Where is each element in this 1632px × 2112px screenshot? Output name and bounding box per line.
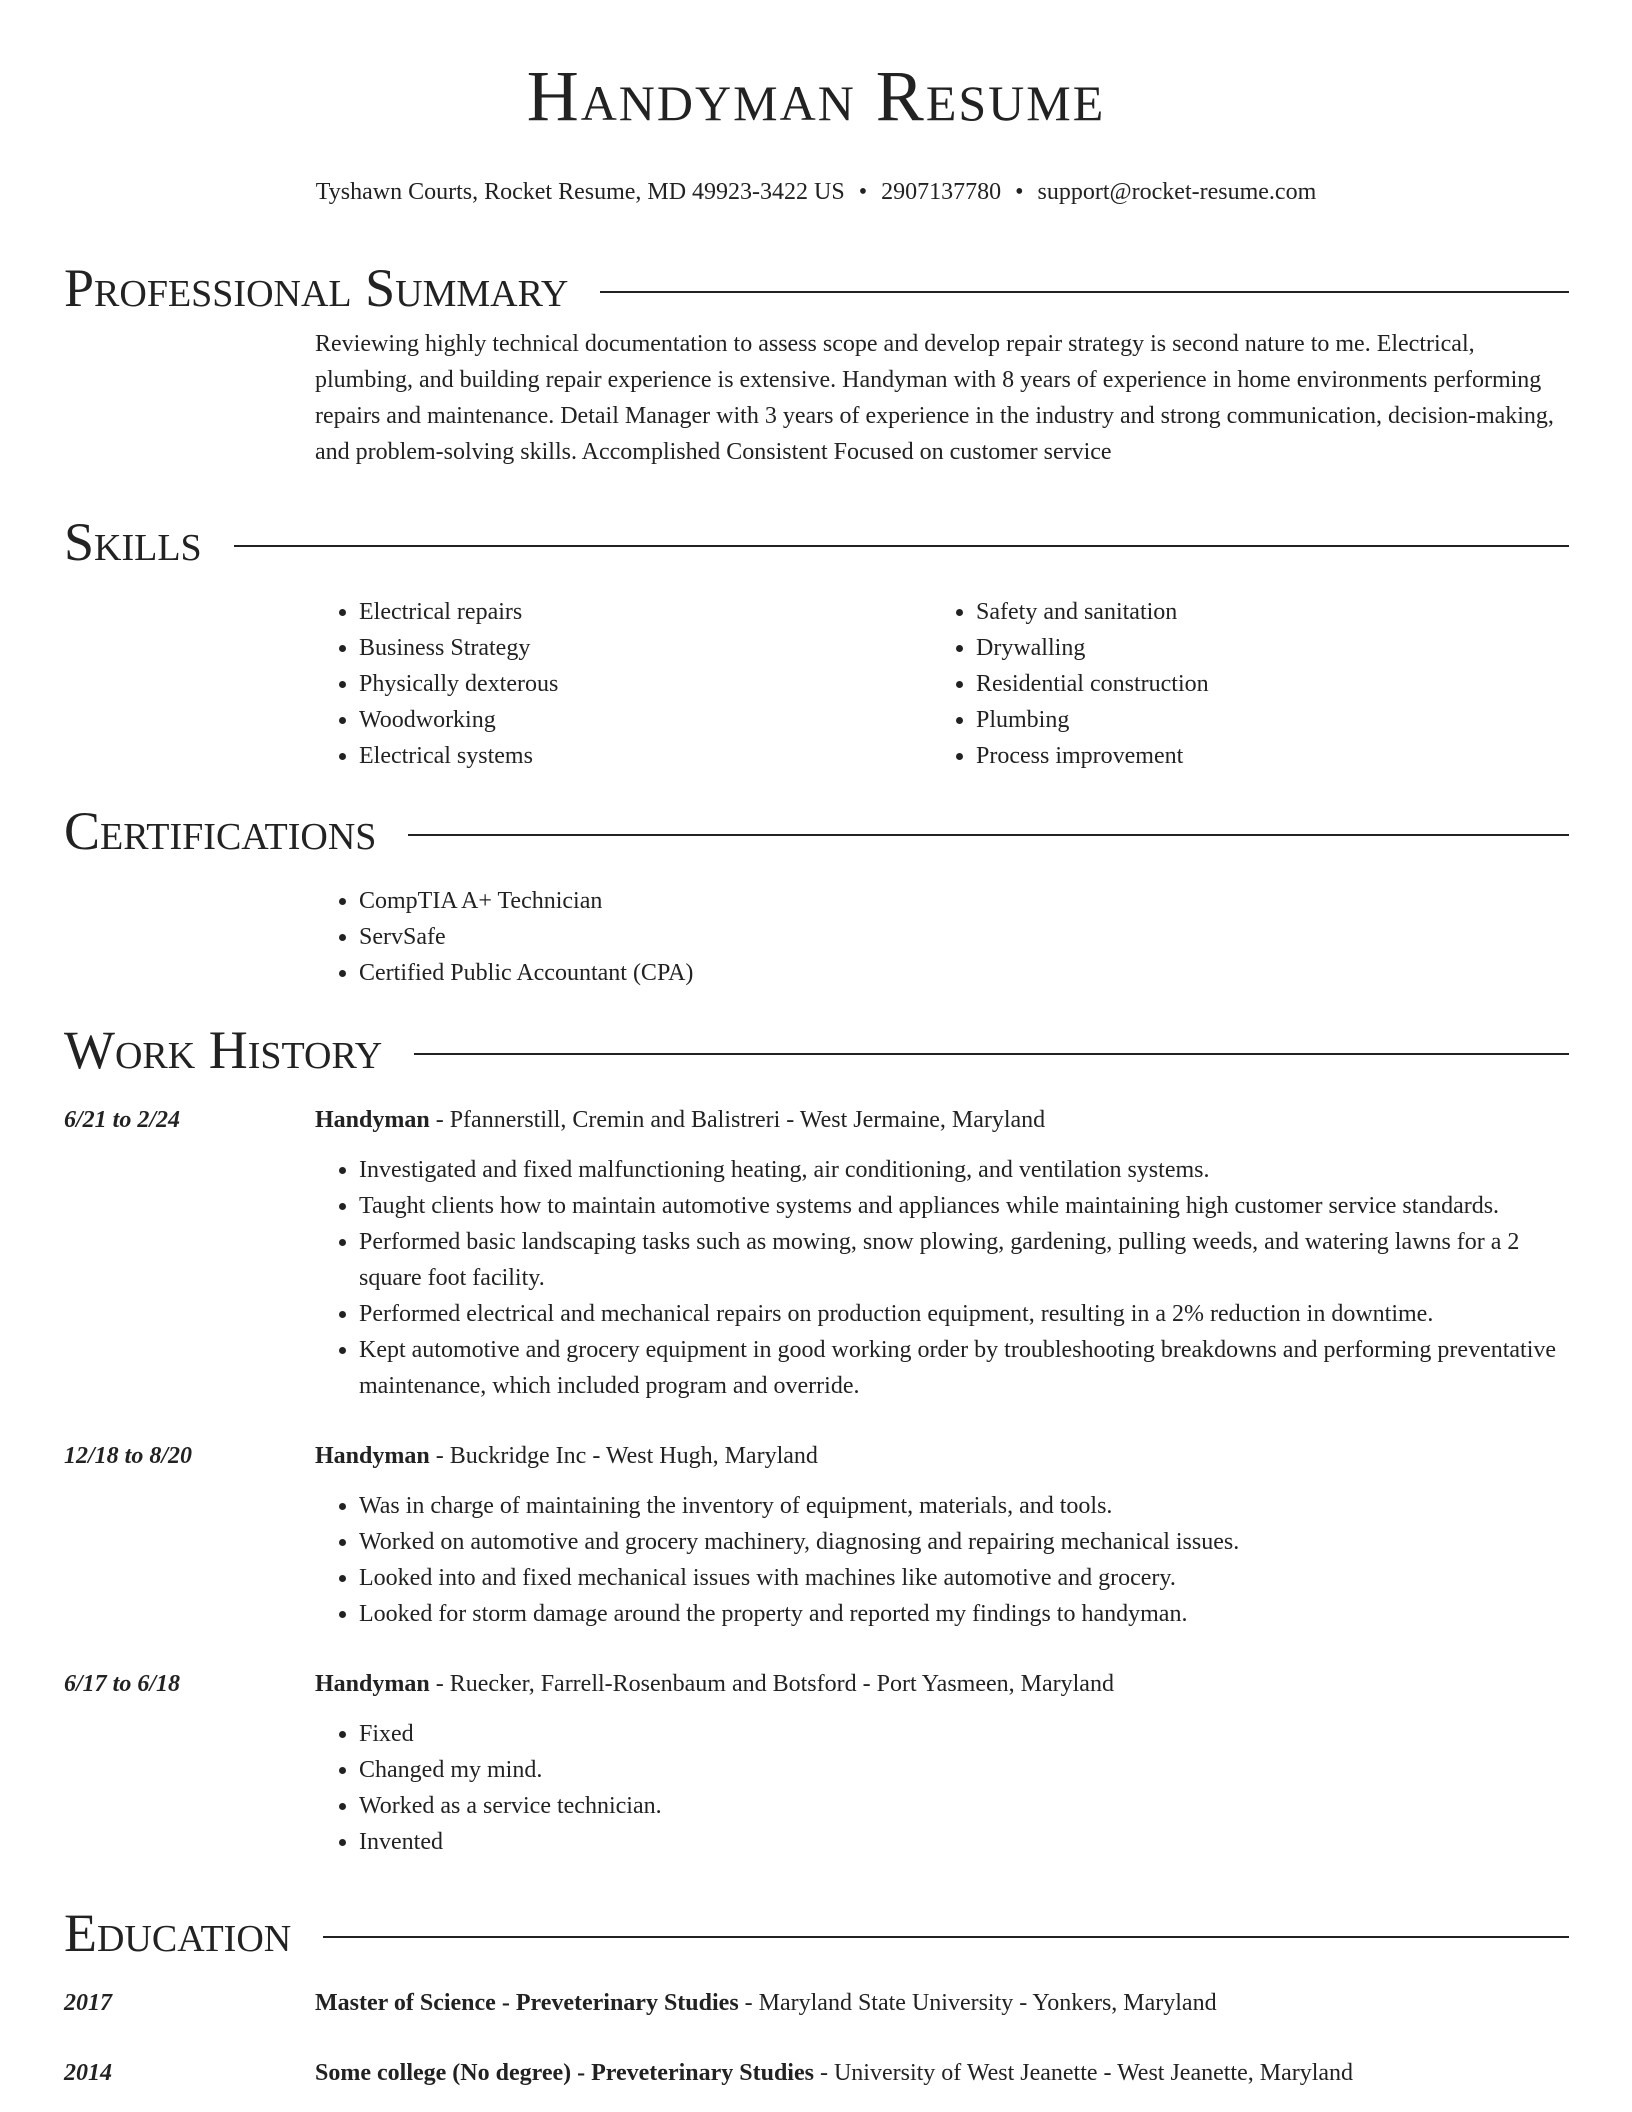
skills-section [64,512,1569,774]
education-header [64,1903,1569,1963]
skill-item: • Business Strategy [359,630,932,666]
skills-list-right [932,594,1549,774]
section-divider [234,545,1569,547]
contact-address: Tyshawn Courts, Rocket Resume, MD 49923-3422 US [315,179,845,205]
certifications-section [64,801,1569,991]
contact-line [0,176,1632,208]
certification-item: • CompTIA A+ Technician [359,883,1569,919]
work-bullet: • Worked as a service technician. [359,1788,1569,1824]
certifications-header [64,801,1569,861]
work-entry [64,1102,1569,1404]
contact-phone: 2907137780 [881,179,1002,205]
certifications-body [315,883,1569,991]
work-history-header [64,1020,1569,1080]
work-headline [315,1666,1569,1702]
resume-title: Handyman Resume [526,56,1106,136]
school-location: - University of West Jeanette - West Jeanette, Maryland [813,2060,1354,2086]
education-year: 2017 [64,1990,112,2016]
job-title: Handyman [315,1107,430,1133]
skill-item: • Plumbing [976,702,1549,738]
skill-item: • Woodworking [359,702,932,738]
work-bullet: • Performed electrical and mechanical repairs on production equipment, resulting in a 2% reduction in downtime. [359,1296,1569,1332]
work-bullets [315,1716,1569,1860]
skills-heading: Skills [64,512,202,572]
summary-section [64,258,1569,470]
work-dates: 6/17 to 6/18 [64,1671,181,1697]
work-bullet: • Looked for storm damage around the property and reported my findings to handyman. [359,1596,1569,1632]
work-history-list [64,1102,1569,1860]
education-list [64,1985,1569,2091]
job-title: Handyman [315,1671,430,1697]
work-bullet: • Kept automotive and grocery equipment in good working order by troubleshooting breakdowns and performing preventative maintenance, which included program and override. [359,1332,1569,1404]
section-divider [600,291,1569,293]
work-bullet: • Changed my mind. [359,1752,1569,1788]
work-entry-body [315,1102,1569,1404]
education-heading: Education [64,1903,292,1963]
work-bullet: • Fixed [359,1716,1569,1752]
work-bullet: • Taught clients how to maintain automotive systems and appliances while maintaining high customer service standards. [359,1188,1569,1224]
work-headline [315,1102,1569,1138]
skill-item: • Process improvement [976,738,1549,774]
contact-separator: • [1015,179,1024,205]
work-history-section [64,1020,1569,1860]
employer-location: - Pfannerstill, Cremin and Balistreri - West Jermaine, Maryland [429,1107,1046,1133]
work-history-heading: Work History [64,1020,383,1080]
work-bullet: • Was in charge of maintaining the inventory of equipment, materials, and tools. [359,1488,1569,1524]
skills-columns [315,594,1569,774]
skill-item: • Physically dexterous [359,666,932,702]
degree-title: Some college (No degree) - Preveterinary Studies [315,2060,814,2086]
work-dates: 12/18 to 8/20 [64,1443,193,1469]
section-divider [414,1053,1569,1055]
work-headline [315,1438,1569,1474]
education-entry [64,1985,1569,2021]
job-title: Handyman [315,1443,430,1469]
degree-title: Master of Science - Preveterinary Studies [315,1990,739,2016]
skills-list-left [315,594,932,774]
work-bullets [315,1488,1569,1632]
skill-item: • Electrical systems [359,738,932,774]
summary-header [64,258,1569,318]
contact-separator: • [858,179,868,205]
summary-body [315,326,1569,470]
work-bullet: • Performed basic landscaping tasks such as mowing, snow plowing, gardening, pulling weeds, and watering lawns for a 2 square foot facility. [359,1224,1569,1296]
education-headline [315,2055,1569,2091]
education-section [64,1903,1569,2112]
summary-heading: Professional Summary [64,258,569,318]
work-dates: 6/21 to 2/24 [64,1107,181,1133]
education-year: 2014 [64,2060,112,2086]
skill-item: • Drywalling [976,630,1549,666]
work-entry-body [315,1666,1569,1860]
skills-header [64,512,1569,572]
work-bullet: • Invented [359,1824,1569,1860]
work-entry [64,1666,1569,1860]
certification-item: • Certified Public Accountant (CPA) [359,955,1569,991]
work-entry-body [315,1438,1569,1632]
section-divider [408,834,1569,836]
school-location: - Maryland State University - Yonkers, Maryland [738,1990,1217,2016]
certifications-list [315,883,1569,991]
work-bullet: • Looked into and fixed mechanical issues with machines like automotive and grocery. [359,1560,1569,1596]
education-headline [315,1985,1569,2021]
summary-text: Reviewing highly technical documentation to assess scope and develop repair strategy is second nature to me. Electrical, plumbing, and building repair experience is extensive. Handyman with 8 years of experience in home environments performing repairs and maintenance. Detail Manager with 3 years of experience in the industry and strong communication, decision-making, and problem-solving skills. Accomplished Consistent Focused on customer service [315,331,1554,465]
contact-email: support@rocket-resume.com [1037,179,1317,205]
work-bullet: • Investigated and fixed malfunctioning heating, air conditioning, and ventilation systems. [359,1152,1569,1188]
employer-location: - Ruecker, Farrell-Rosenbaum and Botsford - Port Yasmeen, Maryland [429,1671,1114,1697]
work-bullet: • Worked on automotive and grocery machinery, diagnosing and repairing mechanical issues. [359,1524,1569,1560]
skill-item: • Safety and sanitation [976,594,1549,630]
skill-item: • Electrical repairs [359,594,932,630]
skill-item: • Residential construction [976,666,1549,702]
certification-item: • ServSafe [359,919,1569,955]
certifications-heading: Certifications [64,801,377,861]
work-entry [64,1438,1569,1632]
work-bullets [315,1152,1569,1404]
education-entry [64,2055,1569,2091]
section-divider [323,1936,1569,1938]
employer-location: - Buckridge Inc - West Hugh, Maryland [429,1443,818,1469]
